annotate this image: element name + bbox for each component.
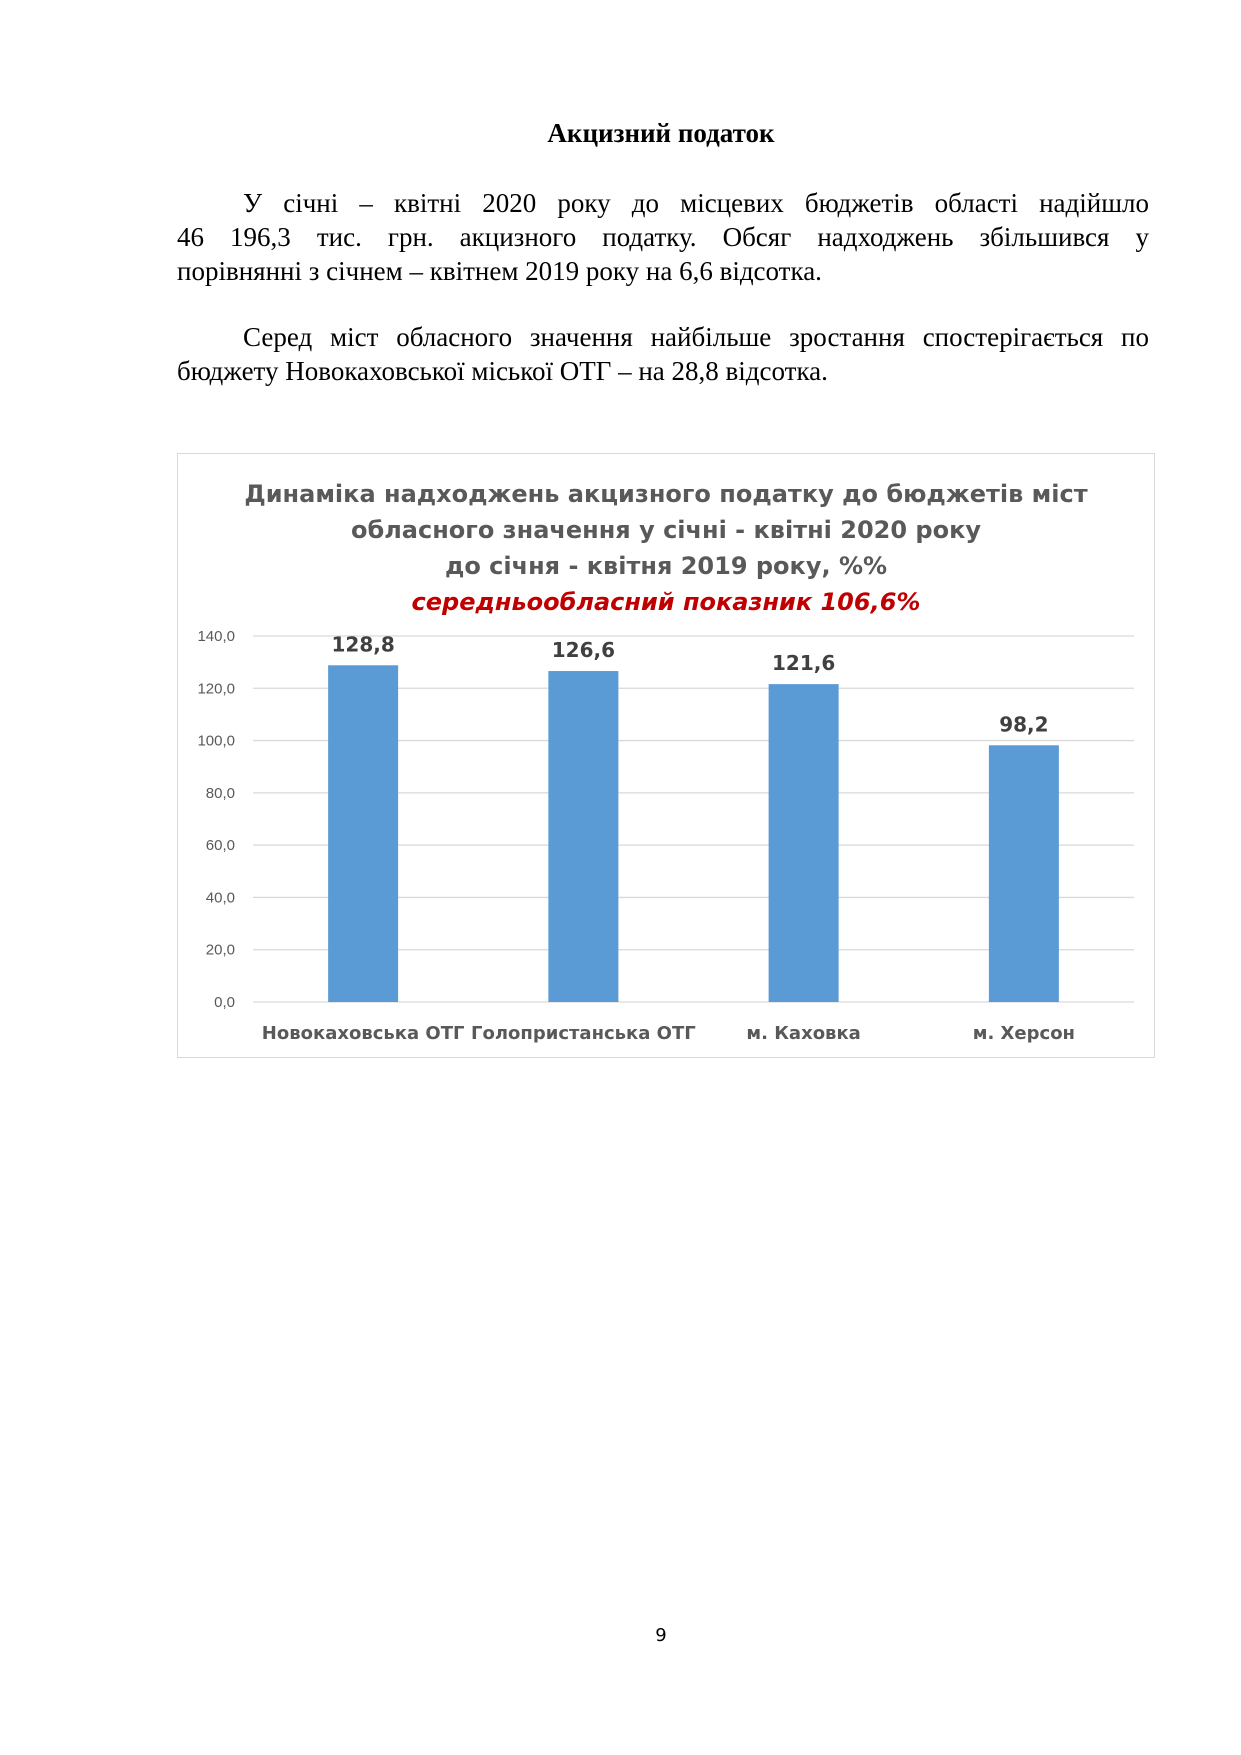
chart-subtitle: середньообласний показник 106,6% — [411, 588, 921, 616]
paragraph-line: У січні – квітні 2020 року до місцевих бюджетів області надійшло — [243, 188, 1149, 218]
bar — [548, 671, 618, 1002]
y-tick-label: 0,0 — [214, 994, 235, 1011]
data-label: 121,6 — [771, 651, 836, 676]
paragraph-line: порівнянні з січнем – квітнем 2019 року на 6,6 відсотка. — [177, 256, 822, 286]
y-tick-label: 100,0 — [197, 732, 235, 750]
paragraph-line: бюджету Новокаховської міської ОТГ – на 28,8 відсотка. — [177, 356, 828, 386]
y-tick-label: 20,0 — [205, 941, 235, 959]
bar — [769, 684, 839, 1002]
bar — [328, 665, 398, 1002]
chart-title-line: до січня - квітня 2019 року, %% — [444, 552, 888, 580]
data-label: 128,8 — [331, 632, 395, 657]
page-number: 9 — [655, 1625, 667, 1646]
y-tick-label: 120,0 — [197, 680, 235, 698]
paragraph-line: 46 196,3 тис. грн. акцизного податку. Обсяг надходжень збільшився у — [177, 222, 1149, 252]
paragraph-growth — [177, 320, 1149, 388]
x-tick-label: м. Херсон — [972, 1023, 1076, 1044]
bar — [989, 745, 1059, 1002]
y-tick-label: 80,0 — [205, 784, 235, 802]
y-tick-label: 140,0 — [197, 628, 235, 645]
x-tick-label: Новокаховська ОТГ — [261, 1023, 465, 1044]
x-tick-label: Голопристанська ОТГ — [471, 1023, 696, 1044]
y-tick-label: 60,0 — [205, 837, 235, 855]
data-label: 98,2 — [999, 712, 1049, 737]
paragraph-line: Серед міст обласного значення найбільше зростання спостерігається по — [243, 322, 1149, 352]
y-tick-label: 40,0 — [205, 889, 235, 907]
chart-title-line: Динаміка надходжень акцизного податку до бюджетів міст — [244, 480, 1088, 508]
chart-container — [177, 453, 1155, 1058]
chart-title-line: обласного значення у січні - квітні 2020 року — [350, 516, 982, 544]
paragraph-revenue — [177, 186, 1149, 288]
x-tick-label: м. Каховка — [746, 1023, 861, 1044]
section-heading: Акцизний податок — [547, 118, 775, 148]
data-label: 126,6 — [551, 638, 616, 663]
bar-chart — [178, 454, 1154, 1057]
